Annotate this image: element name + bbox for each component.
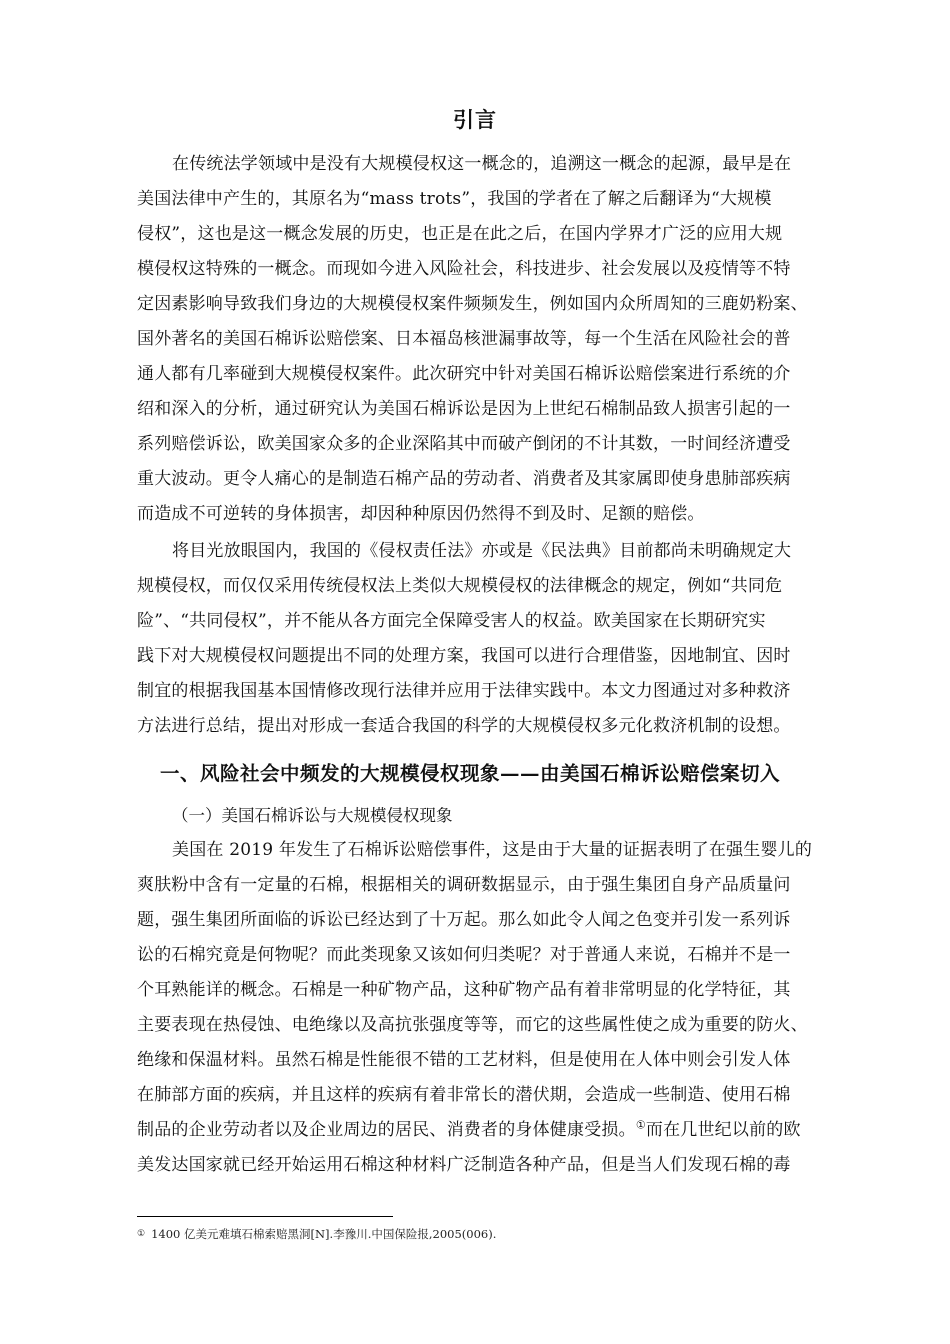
section-line: 美发达国家就已经开始运用石棉这种材料广泛制造各种产品，但是当人们发现石棉的毒 [137, 1155, 791, 1175]
section-line: 在肺部方面的疾病，并且这样的疾病有着非常长的潜伏期，会造成一些制造、使用石棉 [137, 1085, 791, 1105]
footnote-separator [137, 1216, 393, 1217]
section-line: 美国在 2019 年发生了石棉诉讼赔偿事件，这是由于大量的证据表明了在强生婴儿的 [172, 840, 813, 860]
intro-line: 险”、“共同侵权”，并不能从各方面完全保障受害人的权益。欧美国家在长期研究实 [137, 611, 766, 631]
section-heading: 一、风险社会中频发的大规模侵权现象——由美国石棉诉讼赔偿案切入 [160, 762, 781, 785]
footnote-text: 1400 亿美元难填石棉索赔黑洞[N].李豫川.中国保险报,2005(006). [151, 1227, 497, 1241]
intro-line: 模侵权这特殊的一概念。而现如今进入风险社会，科技进步、社会发展以及疫情等不特 [137, 259, 791, 279]
section-line: 讼的石棉究竟是何物呢？而此类现象又该如何归类呢？对于普通人来说，石棉并不是一 [137, 945, 791, 965]
intro-line: 侵权”，这也是这一概念发展的历史，也正是在此之后，在国内学界才广泛的应用大规 [137, 224, 783, 244]
section-line: 题，强生集团所面临的诉讼已经达到了十万起。那么如此令人闻之色变并引发一系列诉 [137, 910, 791, 930]
intro-line: 重大波动。更令人痛心的是制造石棉产品的劳动者、消费者及其家属即使身患肺部疾病 [137, 469, 791, 489]
intro-line: 将目光放眼国内，我国的《侵权责任法》亦或是《民法典》目前都尚未明确规定大 [172, 541, 792, 561]
intro-line: 在传统法学领域中是没有大规模侵权这一概念的，追溯这一概念的起源，最早是在 [172, 154, 792, 174]
intro-line: 定因素影响导致我们身边的大规模侵权案件频频发生，例如国内众所周知的三鹿奶粉案、 [137, 294, 808, 314]
intro-line: 国外著名的美国石棉诉讼赔偿案、日本福岛核泄漏事故等，每一个生活在风险社会的普 [137, 329, 791, 349]
section-line: 绝缘和保温材料。虽然石棉是性能很不错的工艺材料，但是使用在人体中则会引发人体 [137, 1050, 791, 1070]
intro-line: 而造成不可逆转的身体损害，却因种种原因仍然得不到及时、足额的赔偿。 [137, 504, 705, 524]
footnote-reference[interactable]: ① [635, 1118, 646, 1132]
intro-line: 绍和深入的分析，通过研究认为美国石棉诉讼是因为上世纪石棉制品致人损害引起的一 [137, 399, 791, 419]
section-line: 爽肤粉中含有一定量的石棉，根据相关的调研数据显示，由于强生集团自身产品质量问 [137, 875, 791, 895]
intro-line: 通人都有几率碰到大规模侵权案件。此次研究中针对美国石棉诉讼赔偿案进行系统的介 [137, 364, 791, 384]
intro-line: 美国法律中产生的，其原名为“mass trots”，我国的学者在了解之后翻译为“大规模 [137, 189, 772, 209]
sub-heading: （一）美国石棉诉讼与大规模侵权现象 [172, 806, 453, 825]
page-title: 引言 [453, 107, 497, 132]
intro-line: 践下对大规模侵权问题提出不同的处理方案，我国可以进行合理借鉴，因地制宜、因时 [137, 646, 791, 666]
section-line-continuation: 而在几世纪以前的欧 [645, 1120, 801, 1140]
section-line: 主要表现在热侵蚀、电绝缘以及高抗张强度等等，而它的这些属性使之成为重要的防火、 [137, 1015, 808, 1035]
section-line: 个耳熟能详的概念。石棉是一种矿物产品，这种矿物产品有着非常明显的化学特征，其 [137, 980, 791, 1000]
section-line-text: 制品的企业劳动者以及企业周边的居民、消费者的身体健康受损。 [137, 1120, 636, 1140]
intro-line: 系列赔偿诉讼，欧美国家众多的企业深陷其中而破产倒闭的不计其数，一时间经济遭受 [137, 434, 791, 454]
footnote [137, 1226, 496, 1242]
intro-line: 方法进行总结，提出对形成一套适合我国的科学的大规模侵权多元化救济机制的设想。 [137, 716, 791, 736]
section-line-with-footnote [137, 1118, 801, 1142]
intro-line: 制宜的根据我国基本国情修改现行法律并应用于法律实践中。本文力图通过对多种救济 [137, 681, 791, 701]
intro-line: 规模侵权，而仅仅采用传统侵权法上类似大规模侵权的法律概念的规定，例如“共同危 [137, 576, 783, 596]
footnote-mark: ① [137, 1229, 146, 1239]
